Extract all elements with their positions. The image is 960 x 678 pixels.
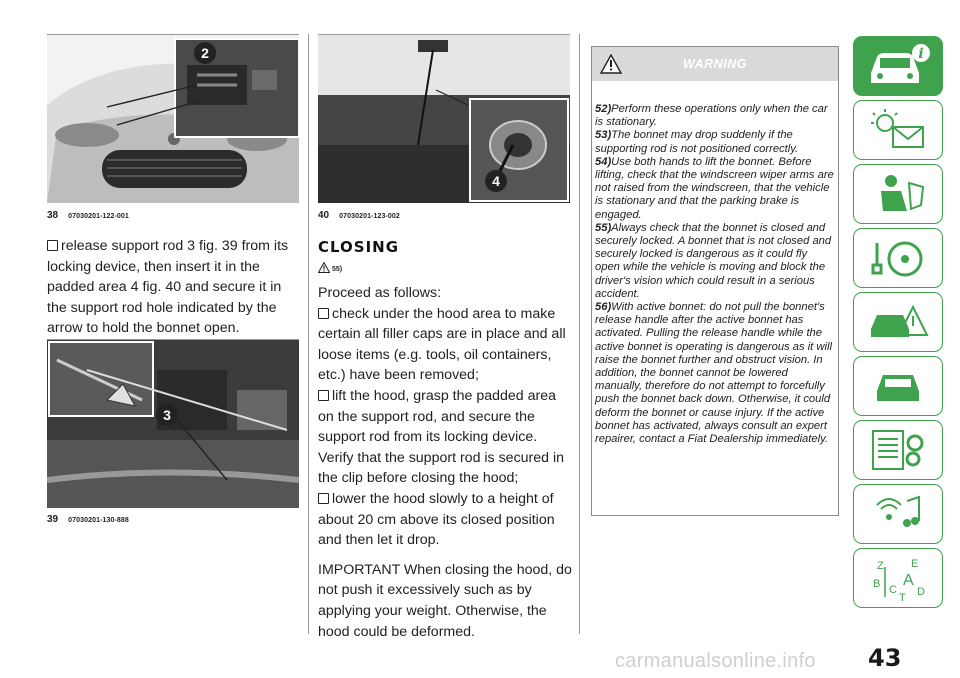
checkbox-bullet-icon <box>47 240 58 251</box>
tab-emergency[interactable] <box>853 292 943 352</box>
figure-40-support-rod <box>318 35 570 203</box>
tab-multimedia[interactable] <box>853 484 943 544</box>
closing-intro: Proceed as follows: <box>318 285 442 301</box>
section-heading-closing: CLOSING <box>318 238 400 256</box>
closing-step-3: lower the hood slowly to a height of about 20 cm above its closed position and then let it drop. <box>318 490 555 549</box>
fig39-number: 39 <box>47 514 59 525</box>
warning-reference <box>318 262 342 273</box>
warning-body <box>592 81 838 446</box>
fig38-caption <box>47 210 129 221</box>
warning-item-54: 54)Use both hands to lift the bonnet. Before lifting, check that the windscreen wiper arms are not raised from the windscreen, that the vehicle is stationary and that the parking brake is engaged. <box>595 155 834 221</box>
column1-text <box>47 236 302 339</box>
warning-item-53: 53)The bonnet may drop suddenly if the supporting rod is not positioned correctly. <box>595 129 799 155</box>
svg-text:D: D <box>917 586 925 598</box>
warning-reference-number: 55) <box>332 266 343 273</box>
steering-key-icon <box>863 235 933 281</box>
fig39-callout: 3 <box>163 407 171 423</box>
tab-technical-specs[interactable] <box>853 420 943 480</box>
fig39-caption <box>47 514 129 525</box>
column-divider-2 <box>579 34 580 634</box>
column1-step: release support rod 3 fig. 39 from its locking device, then insert it in the padded area 4 fig. 40 and secure it in the support rod hole indicated by the arrow to hold the bonnet open. <box>47 238 289 337</box>
warning-item-56: 56)With active bonnet: do not pull the bonnet's release handle after the active bonnet has activated. Pulling the release handle while the active bonnet is operating is dangerous as it will raise the bonnet further and obstruct vision. In addition, the bonnet cannot be lowered manually, therefore do not attempt to forcefully push the bonnet back down. Otherwise, it could deform the bonnet or cause injury. If the active bonnet has activated, always consult an expert repairer, contact a Fiat Dealership immediately. <box>595 301 832 446</box>
warning-box <box>591 46 839 516</box>
svg-text:Z: Z <box>877 560 884 572</box>
checkbox-bullet-icon <box>318 308 329 319</box>
column-divider-1 <box>308 34 309 634</box>
warning-title: WARNING <box>683 57 747 71</box>
tab-starting-driving[interactable] <box>853 228 943 288</box>
svg-text:A: A <box>903 572 914 589</box>
emergency-crash-icon <box>863 299 933 345</box>
safety-seat-icon <box>863 171 933 217</box>
warning-triangle-icon <box>318 262 330 273</box>
fig40-code: 07030201-123-002 <box>339 213 400 220</box>
tab-index[interactable] <box>853 548 943 608</box>
page-number: 43 <box>868 644 902 672</box>
svg-text:C: C <box>889 584 897 596</box>
tab-servicing[interactable] <box>853 356 943 416</box>
fig38-code: 07030201-122-001 <box>68 213 129 220</box>
fig38-callout: 2 <box>201 45 209 61</box>
checkbox-bullet-icon <box>318 390 329 401</box>
fig38-number: 38 <box>47 210 59 221</box>
tab-getting-to-know-car[interactable] <box>853 36 943 96</box>
index-letters-icon <box>863 553 933 603</box>
closing-step-1: check under the hood area to make certain all filler caps are in place and all loose items (e.g. tools, oil containers, etc.) have been removed; <box>318 305 566 384</box>
tab-dashboard[interactable] <box>853 100 943 160</box>
svg-text:E: E <box>911 558 919 570</box>
car-service-icon <box>863 363 933 409</box>
warning-triangle-icon <box>600 54 622 74</box>
fig40-caption <box>318 210 400 221</box>
multimedia-icon <box>863 491 933 537</box>
watermark: carmanualsonline.info <box>615 650 816 672</box>
fig39-code: 07030201-130-888 <box>68 517 129 524</box>
warning-header <box>592 47 838 81</box>
checkbox-bullet-icon <box>318 493 329 504</box>
fig40-number: 40 <box>318 210 330 221</box>
technical-specs-icon <box>863 427 933 473</box>
warning-item-52: 52)Perform these operations only when the car is stationary. <box>595 103 828 129</box>
car-info-icon <box>863 43 933 89</box>
fig40-callout: 4 <box>492 173 500 189</box>
figure-39-engine-bay <box>47 340 299 508</box>
figure-38-car-front <box>47 35 299 203</box>
warning-item-55: 55)Always check that the bonnet is closed and securely locked. A bonnet that is not closed and securely locked is dangerous as it could fly open while the vehicle is moving and block the driver's vision which could result in a serious accident. <box>595 221 832 300</box>
svg-text:T: T <box>899 592 906 603</box>
tab-safety[interactable] <box>853 164 943 224</box>
closing-step-2: lift the hood, grasp the padded area on the support rod, and secure the support rod from its locking device. Verify that the support rod is secured in the clip before closing the hood; <box>318 387 565 487</box>
column2-text <box>318 283 574 642</box>
closing-important-note: IMPORTANT When closing the hood, do not push it excessively such as by applying your weight. Otherwise, the hood could be deformed. <box>318 561 572 640</box>
dashboard-lights-icon <box>863 107 933 153</box>
svg-text:B: B <box>873 578 881 590</box>
svg-text:i: i <box>918 46 924 62</box>
